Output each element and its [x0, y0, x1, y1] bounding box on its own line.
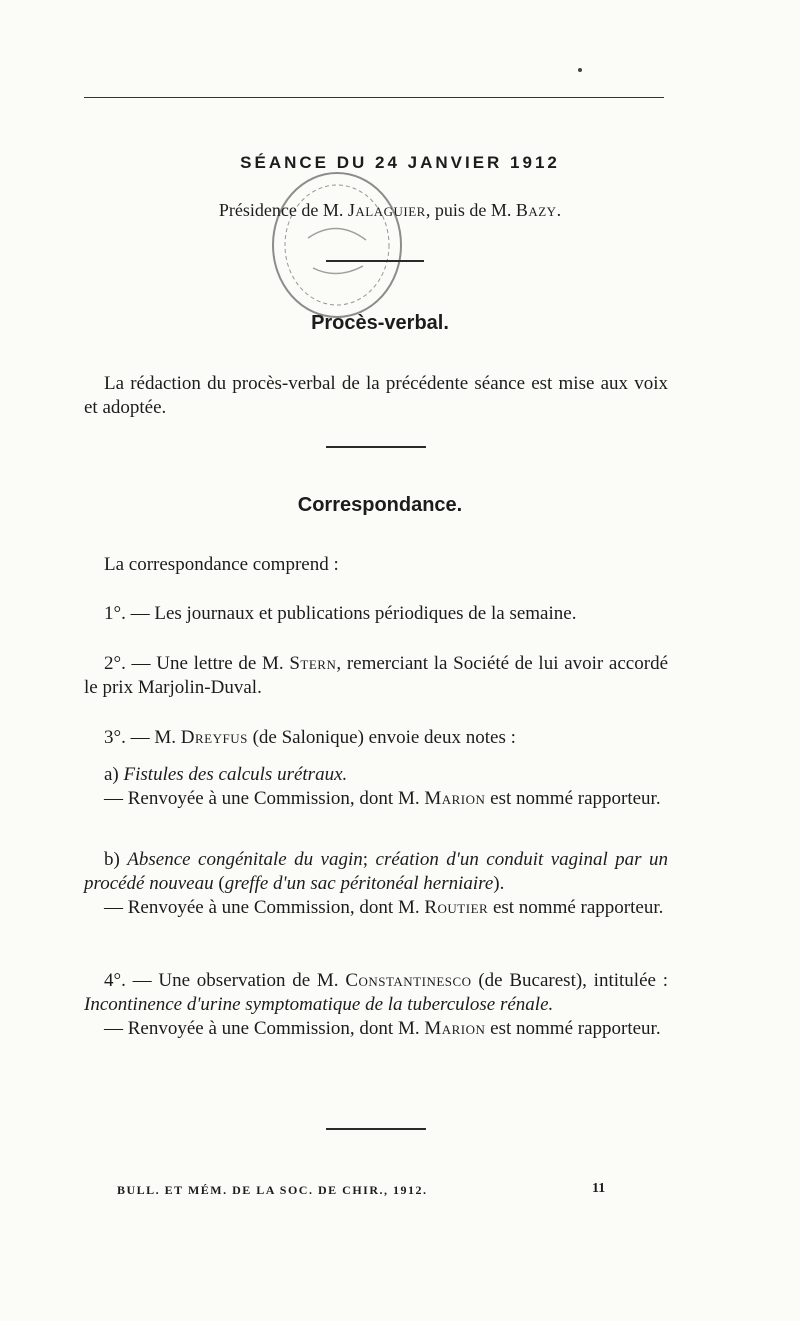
correspondance-heading: Correspondance. — [297, 494, 463, 516]
item-4-title: Incontinence d'urine symptomatique de la tuberculose rénale. — [84, 994, 554, 1015]
note-b — [84, 848, 668, 920]
correspondance-intro: La correspondance comprend : — [104, 554, 339, 575]
note-b-referral-prefix: — Renvoyée à une Commission, dont M. — [104, 897, 425, 918]
item-1: 1°. — Les journaux et publications périodiques de la semaine. — [104, 603, 577, 624]
note-a-rapporteur: Marion — [424, 788, 486, 809]
item-3-name: Dreyfus — [180, 727, 248, 748]
note-a-title: Fistules des calculs urétraux. — [123, 764, 348, 785]
seance-title: SÉANCE DU 24 JANVIER 1912 — [240, 153, 560, 172]
note-b-title-2: création d'un conduit vaginal par un procédé nouveau — [84, 849, 669, 894]
item-4-referral-suffix: est nommé rapporteur. — [485, 1018, 661, 1039]
item-4-prefix: 4°. — Une observation de M. — [104, 970, 346, 991]
separator-rule-3 — [326, 1128, 426, 1130]
item-2-suffix: , remerciant la Société de lui avoir accordé le prix Marjolin-Duval. — [84, 653, 668, 698]
separator-rule-2 — [326, 446, 426, 448]
president-name-1: Jalaguier — [347, 200, 426, 220]
note-a-referral — [84, 787, 668, 811]
item-2-name: Stern — [289, 653, 337, 674]
item-4-name: Constantinesco — [345, 970, 472, 991]
note-b-referral — [84, 896, 668, 920]
proces-verbal-text: La rédaction du procès-verbal de la précédente séance est mise aux voix et adoptée. — [84, 373, 668, 418]
note-b-paren-close: ). — [493, 873, 505, 894]
item-2 — [84, 652, 668, 700]
item-2-prefix: 2°. — Une lettre de M. — [104, 653, 290, 674]
president-name-2: Bazy — [515, 200, 557, 220]
presidence-suffix: . — [556, 200, 562, 220]
note-a-referral-suffix: est nommé rapporteur. — [485, 788, 661, 809]
presidence-prefix: Présidence de M. — [218, 200, 348, 220]
separator-rule-1 — [326, 260, 424, 262]
page-number: 11 — [592, 1181, 606, 1196]
speck — [578, 68, 582, 72]
item-4-body — [84, 969, 668, 1017]
item-3-prefix: 3°. — M. — [104, 727, 181, 748]
library-stamp — [268, 168, 406, 322]
note-b-paren-open: ( — [213, 873, 225, 894]
note-b-title-1: Absence congénitale du vagin — [127, 849, 363, 870]
item-4-mid: (de Bucarest), intitulée : — [471, 970, 668, 991]
note-b-rapporteur: Routier — [424, 897, 489, 918]
note-a-referral-prefix: — Renvoyée à une Commission, dont M. — [104, 788, 425, 809]
note-b-label: b) — [104, 849, 128, 870]
note-b-title-line — [84, 848, 668, 896]
item-4 — [84, 969, 668, 1041]
item-3 — [84, 726, 668, 750]
note-b-title-3: greffe d'un sac péritonéal herniaire — [224, 873, 494, 894]
note-b-referral-suffix: est nommé rapporteur. — [488, 897, 664, 918]
top-rule — [84, 97, 664, 98]
note-a-label: a) — [104, 764, 124, 785]
proces-verbal-heading: Procès-verbal. — [311, 312, 449, 334]
note-a — [84, 763, 668, 811]
item-4-referral-prefix: — Renvoyée à une Commission, dont M. — [104, 1018, 425, 1039]
footer-journal: BULL. ET MÉM. DE LA SOC. DE CHIR., 1912. — [117, 1183, 428, 1197]
item-4-referral — [84, 1017, 668, 1041]
item-4-rapporteur: Marion — [424, 1018, 486, 1039]
note-b-sep: ; — [362, 849, 376, 870]
presidence-mid: , puis de M. — [425, 200, 516, 220]
item-3-suffix: (de Salonique) envoie deux notes : — [247, 727, 516, 748]
note-a-title-line — [84, 763, 668, 787]
